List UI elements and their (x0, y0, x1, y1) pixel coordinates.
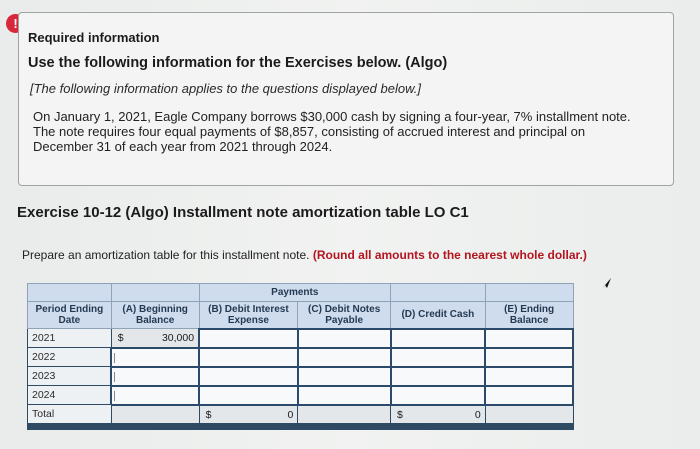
currency-symbol: $ (397, 408, 403, 421)
total-ending-cell (485, 405, 573, 424)
total-cash-cell (391, 405, 486, 424)
notes-payable-input[interactable] (298, 367, 391, 386)
col-credit-cash: (D) Credit Cash (391, 302, 486, 329)
instruction-text: Prepare an amortization table for this installment note. (22, 248, 310, 262)
interest-expense-input[interactable] (199, 367, 298, 386)
table-row (28, 348, 574, 367)
total-interest-cell (199, 405, 298, 424)
ending-balance-input[interactable] (485, 367, 573, 386)
amortization-table-container (27, 283, 574, 430)
exercise-instruction (22, 248, 587, 262)
credit-cash-input[interactable] (391, 348, 486, 367)
interest-expense-input[interactable] (199, 329, 298, 348)
ending-balance-input[interactable] (485, 348, 573, 367)
col-notes-payable: (C) Debit Notes Payable (298, 302, 391, 329)
beginning-balance-value: 30,000 (161, 332, 195, 344)
credit-cash-input[interactable] (391, 386, 486, 405)
total-cash-value: 0 (474, 408, 481, 421)
ending-balance-input[interactable] (485, 329, 573, 348)
col-beginning-balance: (A) Beginning Balance (111, 302, 199, 329)
currency-symbol: $ (117, 332, 124, 344)
col-period-ending-date: Period Ending Date (28, 302, 112, 329)
interest-expense-input[interactable] (199, 348, 298, 367)
col-ending-balance: (E) Ending Balance (485, 302, 573, 329)
credit-cash-input[interactable] (391, 367, 486, 386)
payments-header: Payments (199, 284, 390, 302)
beginning-balance-cell (111, 329, 199, 348)
rounding-note: (Round all amounts to the nearest whole dollar.) (312, 248, 587, 262)
mouse-pointer-icon (598, 276, 614, 292)
notes-payable-input[interactable] (298, 329, 391, 348)
beginning-balance-input[interactable] (111, 348, 199, 367)
total-label: Total (28, 405, 112, 424)
notes-payable-input[interactable] (298, 348, 391, 367)
beginning-balance-input[interactable] (111, 367, 199, 386)
table-row (28, 329, 574, 348)
currency-symbol: $ (205, 408, 212, 421)
period-cell: 2022 (28, 348, 112, 367)
period-cell: 2021 (28, 329, 112, 348)
total-interest-value: 0 (287, 408, 294, 421)
total-row (28, 405, 574, 424)
total-notes-cell (298, 405, 391, 424)
problem-paragraph: On January 1, 2021, Eagle Company borrows $30,000 cash by signing a four-year, 7% installment note. The note requires four equal payments of $8,857, consisting of accrued interest and principal on December 31 of each year from 2021 through 2024. (33, 109, 631, 154)
period-cell: 2024 (28, 386, 112, 405)
table-row (28, 386, 574, 405)
beginning-balance-input[interactable] (111, 386, 199, 405)
exercise-title: Exercise 10-12 (Algo) Installment note amortization table LO C1 (17, 204, 469, 221)
input-marker (114, 372, 115, 382)
required-info-heading: Required information (28, 30, 160, 45)
input-marker (114, 391, 115, 401)
notes-payable-input[interactable] (298, 386, 391, 405)
amortization-table (27, 283, 574, 424)
applies-note: [The following information applies to the questions displayed below.] (30, 81, 421, 96)
col-interest-expense: (B) Debit Interest Expense (199, 302, 298, 329)
use-info-heading: Use the following information for the Exercises below. (Algo) (28, 55, 448, 71)
credit-cash-input[interactable] (391, 329, 486, 348)
ending-balance-input[interactable] (485, 386, 573, 405)
table-row (28, 367, 574, 386)
period-cell: 2023 (28, 367, 112, 386)
interest-expense-input[interactable] (199, 386, 298, 405)
alert-icon: ! (6, 14, 25, 33)
input-marker (114, 353, 115, 363)
total-beginning-cell (111, 405, 199, 424)
